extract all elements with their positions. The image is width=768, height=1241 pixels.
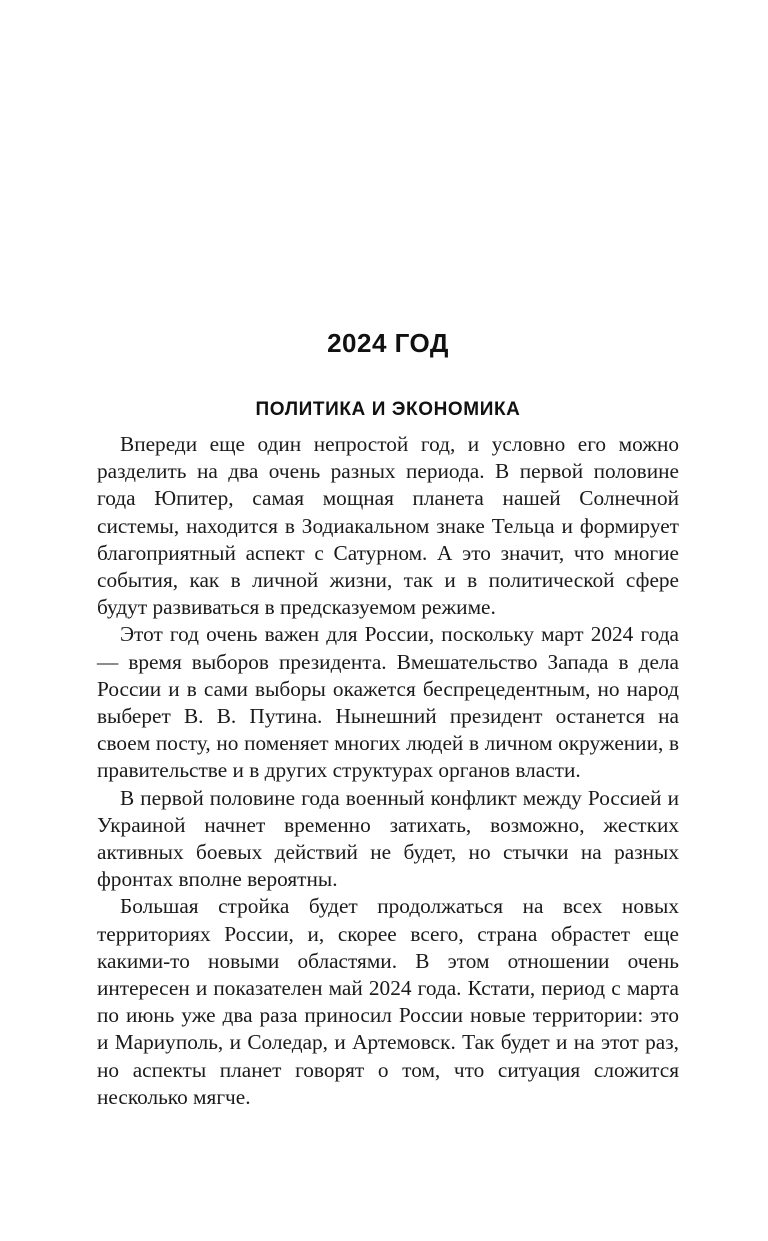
body-text	[97, 431, 679, 1111]
section-heading: ПОЛИТИКА И ЭКОНОМИКА	[255, 399, 521, 420]
paragraph: Впереди еще один непростой год, и условно его можно разделить на два очень разных периода. В первой половине года Юпитер, самая мощная планета нашей Солнечной системы, находится в Зодиакальном знаке Тельца и формирует благоприятный аспект с Сатурном. А это значит, что многие события, как в личной жизни, так и в политической сфере будут развиваться в предсказуемом режиме.	[97, 432, 679, 620]
year-heading: 2024 ГОД	[327, 328, 449, 358]
paragraph: Большая стройка будет продолжаться на всех новых территориях России, и, скорее всего, страна обрастет еще какими-то новыми областями. В этом отношении очень интересен и показателен май 2024 года. Кстати, период с марта по июнь уже два раза приносил России новые территории: это и Мариуполь, и Соледар, и Артемовск. Так будет и на этот раз, но аспекты планет говорят о том, что ситуация сложится несколько мягче.	[97, 894, 679, 1109]
paragraph: В первой половине года военный конфликт между Россией и Украиной начнет временно затихать, возможно, жестких активных боевых действий не будет, но стычки на разных фронтах вполне вероятны.	[97, 785, 679, 892]
paragraph: Этот год очень важен для России, поскольку март 2024 года — время выборов президента. Вмешательство Запада в дела России и в сами выборы окажется беспрецедентным, но народ выберет В. В. Путина. Нынешний президент останется на своем посту, но поменяет многих людей в личном окружении, в правительстве и в других структурах органов власти.	[97, 622, 679, 783]
